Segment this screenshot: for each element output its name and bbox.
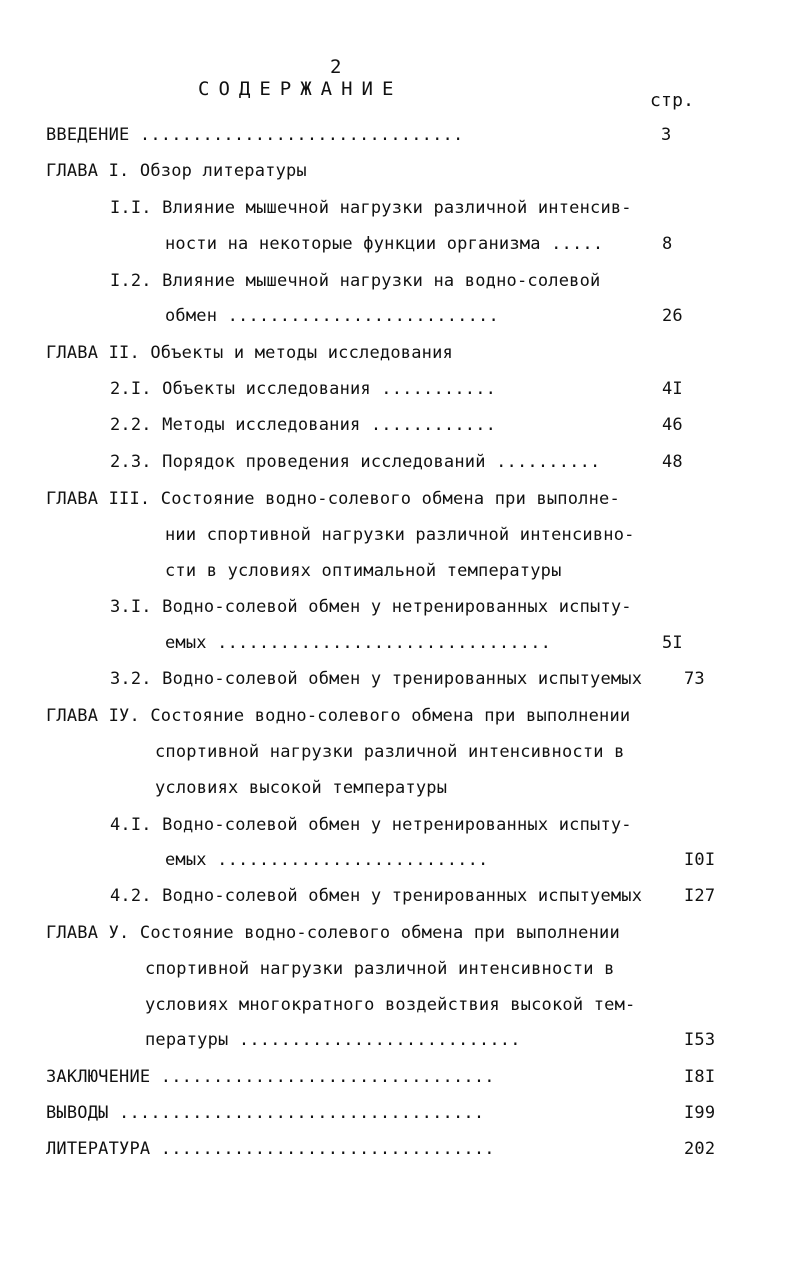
toc-entry-text: пературы ...........................: [145, 1030, 521, 1050]
toc-entry-text: 4.I. Водно-солевой обмен у нетренированных испыту-: [110, 815, 632, 835]
toc-entry-page: 46: [662, 415, 683, 435]
toc-entry-text: ЗАКЛЮЧЕНИЕ ................................: [46, 1067, 495, 1087]
toc-entry-text: 4.2. Водно-солевой обмен у тренированных испытуемых: [110, 886, 643, 906]
toc-entry-page: I8I: [684, 1067, 716, 1087]
toc-entry-text: 3.I. Водно-солевой обмен у нетренированных испыту-: [110, 597, 632, 617]
toc-entry-text: 2.3. Порядок проведения исследований ..........: [110, 452, 601, 472]
page-title: СОДЕРЖАНИЕ: [198, 78, 403, 100]
toc-entry-text: обмен ..........................: [165, 306, 499, 326]
toc-entry-page: I0I: [684, 850, 716, 870]
toc-entry-text: спортивной нагрузки различной интенсивности в: [145, 959, 615, 979]
toc-entry-text: ГЛАВА III. Состояние водно-солевого обмена при выполне-: [46, 489, 620, 509]
toc-entry-text: ГЛАВА II. Объекты и методы исследования: [46, 343, 453, 363]
toc-entry-text: ности на некоторые функции организма .....: [165, 234, 604, 254]
toc-entry-page: 5I: [662, 633, 683, 653]
toc-entry-text: 2.2. Методы исследования ............: [110, 415, 497, 435]
toc-entry-text: сти в условиях оптимальной температуры: [165, 561, 562, 581]
toc-entry-text: емых ..........................: [165, 850, 489, 870]
toc-entry-text: ЛИТЕРАТУРА ................................: [46, 1139, 495, 1159]
toc-entry-text: спортивной нагрузки различной интенсивности в: [155, 742, 625, 762]
toc-entry-text: ГЛАВА У. Состояние водно-солевого обмена при выполнении: [46, 923, 620, 943]
toc-entry-text: условиях высокой температуры: [155, 778, 448, 798]
page-column-label: стр.: [650, 90, 695, 111]
toc-entry-text: ГЛАВА IУ. Состояние водно-солевого обмена при выполнении: [46, 706, 631, 726]
toc-entry-text: ГЛАВА I. Обзор литературы: [46, 161, 307, 181]
toc-entry-page: 26: [662, 306, 683, 326]
toc-entry-page: 48: [662, 452, 683, 472]
page-number: 2: [330, 56, 342, 78]
toc-entry-page: 202: [684, 1139, 716, 1159]
toc-entry-text: емых ................................: [165, 633, 552, 653]
toc-entry-text: 3.2. Водно-солевой обмен у тренированных испытуемых: [110, 669, 643, 689]
toc-entry-page: I53: [684, 1030, 716, 1050]
toc-entry-page: I99: [684, 1103, 716, 1123]
toc-entry-text: нии спортивной нагрузки различной интенсивно-: [165, 525, 635, 545]
toc-entry-page: 73: [684, 669, 705, 689]
toc-entry-text: I.I. Влияние мышечной нагрузки различной интенсив-: [110, 198, 632, 218]
toc-entry-page: 8: [662, 234, 673, 254]
toc-entry-text: ВЫВОДЫ ...................................: [46, 1103, 485, 1123]
toc-entry-text: условиях многократного воздействия высокой тем-: [145, 995, 636, 1015]
toc-entry-page: 4I: [662, 379, 683, 399]
toc-entry-text: I.2. Влияние мышечной нагрузки на водно-солевой: [110, 271, 601, 291]
toc-entry-page: 3: [661, 125, 672, 145]
toc-entry-page: I27: [684, 886, 716, 906]
toc-entry-text: 2.I. Объекты исследования ...........: [110, 379, 497, 399]
toc-entry-text: ВВЕДЕНИЕ ...............................: [46, 125, 464, 145]
